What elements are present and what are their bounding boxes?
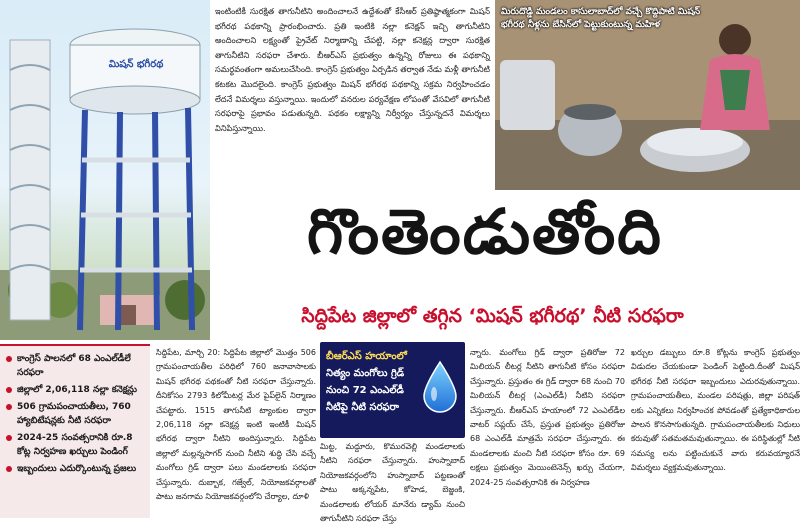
key-points-sidebar	[0, 344, 150, 518]
article-column-3: న్నారు. మంగోలు గ్రిడ్ ద్వారా ప్రతిరోజు 72 మిలియన్ లీటర్ల నీటిని తాగునీటి కోసం సరఫరా చేస్తున్నారు. ప్రస్తుతం ఈ గ్రిడ్ ద్వారా 68 నుంచి 70 మిలియన్ లీటర్ల (ఎంఎల్‌డీ) నీటిని సరఫరా చేస్తున్నారు. బీఆర్ఎస్ హయాంలో 72 ఎంఎల్‌డీల వాటర్ సప్లయ్ చేసే, ప్రస్తుత ప్రభుత్వం ప్రతిరోజు 68 ఎంఎల్‌డీ మాత్రమే సరఫరా చేస్తున్నారు. ఈ మండలాలకు మంచి నీటి సరఫరా కోసం రూ. 69 లక్షలు ప్రభుత్వం మెయింటెనెన్స్ ఖర్చు చేయగా, 2024-25 సంవత్సరానికి ఈ నిర్వహణ	[470, 348, 625, 487]
intro-paragraph: ఇంటింటికీ సురక్షిత తాగునీటిని అందించాలనే ఉద్దేశంతో కేసీఆర్ ప్రతిష్ఠాత్మకంగా మిషన్ భగీరథ పథకాన్ని ప్రారంభించారు. ప్రతి ఇంటికి నల్లా కనెక్షన్ ఇచ్చి తాగునీటిని అందించాలని లక్ష్యంతో ప్రైవేట్ నిర్మాణాన్ని చేపట్టి, నల్లా కనెక్షన్ల ద్వారా సురక్షిత తాగునీటిని సరఫరా చేశారు. బీఆర్ఎస్ ప్రభుత్వం ఉన్నన్ని రోజులు ఈ పథకాన్ని సమర్థవంతంగా అమలుచేసింది. కాంగ్రెస్ ప్రభుత్వం ఏర్పడిన తర్వాత నేడు మళ్లీ తాగునీటి కటకట మొదలైంది. కాంగ్రెస్ ప్రభుత్వం మిషన్ భగీరథ పథకాన్ని సక్రమ నిర్వహించడం లేదనే విమర్శలు వస్తున్నాయి. ఇందులో వనరుల పర్యవేక్షణ లోపంతో వేసవిలో తాగునీటి సరఫరాపై ప్రభావం పడుతున్నది. పథకం లక్ష్యాన్ని నిర్వీర్యం చేస్తున్నదనే విమర్శలు వినిపిస్తున్నాయి.	[215, 6, 490, 133]
key-point: ఇబ్బందులు ఎదుర్కొంటున్న ప్రజలు	[6, 462, 144, 476]
key-points-list	[6, 352, 144, 476]
pull-quote-line: నీటిపై నీటి సరఫరా	[326, 402, 399, 413]
photo-caption: మిరుదొడ్డి మండలం కాసులాబాద్‌లో వచ్చే కొద్దిపాటి మిషన్ భగీరథ నీళ్లను బేసిన్‌లో పెట్టుకుంటున్న మహిళ	[501, 7, 701, 30]
pull-quote-line: నుంచి 72 ఎంఎల్‌డీ	[326, 385, 404, 396]
tower-sign: మిషన్ భగీరథ	[108, 59, 164, 70]
main-headline: గొంతెండుతోంది	[307, 195, 663, 268]
water-drop-icon	[421, 360, 459, 414]
column-2-wrap	[320, 342, 465, 524]
key-point: జిల్లాలో 2,06,118 నల్లా కనెక్షన్లు	[6, 383, 144, 397]
pull-quote-text	[326, 348, 424, 416]
article-column-4: ఖర్చుల డబ్బులు రూ.8 కోట్లను కాంగ్రెస్ ప్రభుత్వం విడుదల చేయకుండా పెండింగ్ పెట్టింది.దీంతో మిషన్ భగీరథ నీటి సరఫరా ఇబ్బందులు ఎదురవుతున్నాయి. గ్రామపంచాయతీలు, మండల పరిషత్లు, జిల్లా పరిషత్ లకు ఎన్నికలు నిర్వహించక పోవడంతో ప్రత్యేకాధికారుల పాలన కొనసాగుతున్నది. గ్రామపంచాయతీలకు నిధులు కరువుతో సతమతమవుతున్నాయి. ఈ పరిస్థితుల్లో నీటి సమస్య లను పట్టించుకునే వారు కరువయ్యారనే విమర్శలు వ్యక్తమవుతున్నాయి.	[631, 348, 800, 473]
sub-headline: సిద్దిపేట జిల్లాలో తగ్గిన ‘మిషన్ భగీరథ’ నీటి సరఫరా	[301, 304, 684, 327]
article-column-2: మిట్ట, మద్దూరు, కొమురవెల్లి మండలాలకు నీటిని సరఫరా చేస్తున్నారు. హుస్నాబాద్ నియోజకవర్గంలోని హుస్నాబాద్ పట్టణంతో పాటు అక్కన్నపేట, కోహెడ, బెజ్జంకి, మండలాలకు లోయర్ మానేరు డ్యామ్ నుంచి తాగునీటిని సరఫరా చేస్తు	[320, 442, 465, 524]
woman-water-photo	[495, 0, 800, 190]
key-point: 506 గ్రామపంచాయతీలు, 760 హ్యాబిటేషన్లకు నీటి సరఫరా	[6, 400, 144, 428]
key-point: కాంగ్రెస్ పాలనలో 68 ఎంఎల్‌డీలే సరఫరా	[6, 352, 144, 380]
article-column-1: సిద్దిపేట, మార్చి 20: సిద్దిపేట జిల్లాలో మొత్తం 506 గ్రామపంచాయతీల పరిధిలో 760 జనావాసాలకు మిషన్ భగీరథ పథకంతో నీటి సరఫరా చేస్తున్నారు. దీనికోసం 2793 కిలోమీటర్ల మేర పైప్‌లైన్ నిర్మాణం చేపట్టారు. 1515 తాగునీటి ట్యాంకుల ద్వారా 2,06,118 నల్లా కనెక్షన్ల ఇంటి ఇంటికీ మిషన్ భగీరథ ద్వారా నీటిని అందిస్తున్నారు. సిద్దిపేట జిల్లాలో మల్లన్నసాగర్ నుంచి నీటిని శుద్ధి చేసి వచ్చే మంగోలు గ్రిడ్ ద్వారా పలు మండలాలకు సరఫరా చేస్తున్నారు. దుబ్బాక, గజ్వేల్, నియోజకవర్గాలతో పాటు జనగామ నియోజకవర్గంలోని చేర్యాల, దూళి	[156, 348, 316, 502]
pull-quote-box	[320, 342, 465, 438]
pull-quote-line: నిత్యం మంగోలు గ్రిడ్	[326, 368, 405, 379]
key-point: 2024-25 సంవత్సరానికి రూ.8 కోట్ల నిర్వహణ ఖర్చులు పెండింగ్	[6, 431, 144, 459]
pull-quote-line: బీఆర్ఎస్ హయాంలో	[326, 351, 407, 362]
